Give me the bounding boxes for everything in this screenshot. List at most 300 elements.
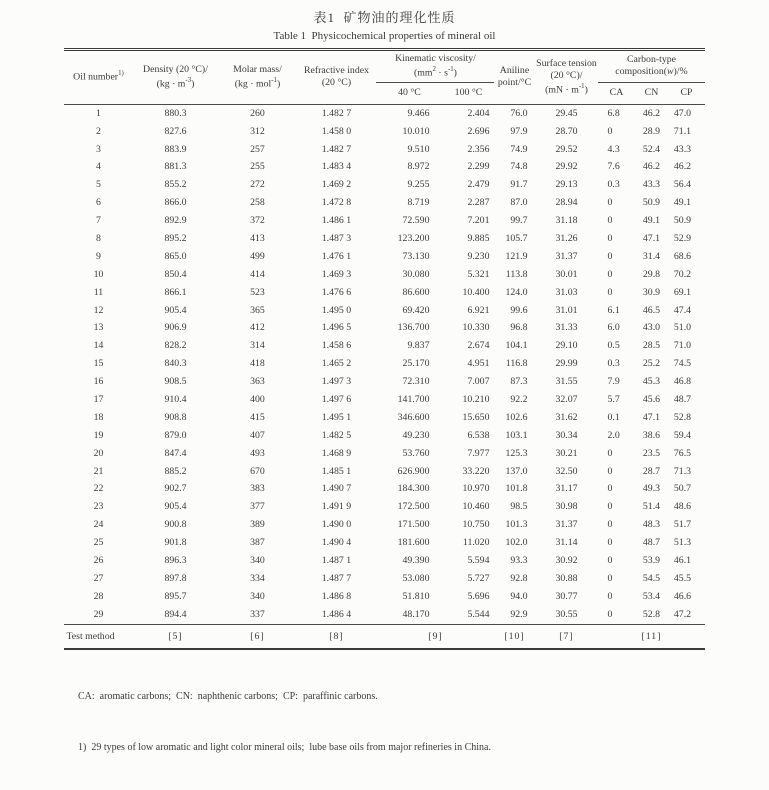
table-cell: 897.8 bbox=[164, 572, 187, 584]
table-cell: 1.495 1 bbox=[321, 411, 352, 423]
table-cell: 257 bbox=[250, 143, 265, 155]
table-cell: 93.3 bbox=[510, 555, 528, 567]
table-cell: 10.970 bbox=[462, 483, 490, 495]
table-cell: 31.26 bbox=[555, 233, 578, 245]
table-cell: 0 bbox=[607, 286, 613, 298]
table-cell: 9.837 bbox=[407, 340, 430, 352]
table-cell: 48.6 bbox=[673, 501, 692, 513]
table-cell: 2.356 bbox=[467, 143, 490, 155]
table-cell: 10.460 bbox=[462, 501, 490, 513]
table-cell: 31.55 bbox=[555, 376, 578, 388]
table-cell: 30.92 bbox=[555, 555, 578, 567]
table-cell: 32.07 bbox=[555, 394, 578, 406]
table-cell: 30.98 bbox=[555, 501, 578, 513]
col-header-density: Density (20 °C)/ $(kg \cdot m^{-3})$ bbox=[143, 64, 208, 89]
table-cell: 124.0 bbox=[505, 286, 528, 298]
table-cell: 46.5 bbox=[642, 304, 661, 316]
table-cell: 47.2 bbox=[673, 608, 692, 620]
table-cell: 670 bbox=[250, 465, 265, 477]
table-cell: 7.9 bbox=[607, 376, 620, 388]
table-cell: 47.1 bbox=[642, 411, 661, 423]
table-cell: 51.7 bbox=[673, 519, 692, 531]
col-header-aniline-point: Aniline point/°C bbox=[497, 64, 532, 89]
table-cell: 29.8 bbox=[642, 268, 661, 280]
table-cell: 53.080 bbox=[402, 572, 430, 584]
table-cell: 626.900 bbox=[397, 465, 430, 477]
table-row bbox=[64, 606, 704, 624]
table-cell: 418 bbox=[250, 358, 265, 370]
table-cell: 96.8 bbox=[510, 322, 528, 334]
table-cell: 7.007 bbox=[467, 376, 490, 388]
table-cell: 73.130 bbox=[402, 250, 430, 262]
table-cell: 885.2 bbox=[164, 465, 187, 477]
table-cell: 87.3 bbox=[510, 376, 528, 388]
table-cell: 523 bbox=[250, 286, 265, 298]
table-cell: 29.92 bbox=[555, 161, 578, 173]
table-cell: 5.7 bbox=[607, 394, 620, 406]
table-cell: 45.6 bbox=[642, 394, 661, 406]
table-cell: 52.8 bbox=[642, 608, 661, 620]
test-method-surface-tension: [7] bbox=[534, 624, 598, 649]
table-cell: 10.010 bbox=[402, 125, 430, 137]
table-cell: 71.1 bbox=[673, 125, 692, 137]
table-cell: 20 bbox=[93, 447, 104, 459]
table-cell: 25.2 bbox=[642, 358, 661, 370]
table-cell: 5.594 bbox=[467, 555, 490, 567]
table-row bbox=[64, 534, 704, 552]
table-title-english: Table 1 Physicochemical properties of mineral oil bbox=[273, 30, 496, 42]
table-cell: 0.3 bbox=[607, 179, 620, 191]
table-cell: 5.696 bbox=[467, 590, 490, 602]
table-cell: 260 bbox=[250, 107, 265, 119]
table-cell: 6.8 bbox=[607, 107, 620, 119]
test-method-carbon-type: [11] bbox=[598, 624, 704, 649]
table-cell: 337 bbox=[250, 608, 265, 620]
table-cell: 2.479 bbox=[467, 179, 490, 191]
table-cell: 7 bbox=[96, 215, 101, 227]
table-cell: 48.170 bbox=[402, 608, 430, 620]
table-cell: 92.2 bbox=[510, 394, 528, 406]
table-cell: 11.020 bbox=[462, 537, 490, 549]
table-row bbox=[64, 284, 704, 302]
table-cell: 1.486 4 bbox=[321, 608, 352, 620]
table-cell: 94.0 bbox=[510, 590, 528, 602]
table-row bbox=[64, 212, 704, 230]
table-cell: 827.6 bbox=[164, 125, 187, 137]
table-cell: 883.9 bbox=[164, 143, 187, 155]
col-header-oil-number: Oil number$^{1)}$ bbox=[73, 70, 124, 83]
table-cell: 50.9 bbox=[673, 215, 692, 227]
table-cell: 0 bbox=[607, 447, 613, 459]
table-row bbox=[64, 176, 704, 194]
table-cell: 31.37 bbox=[555, 519, 578, 531]
subcol-header-viscosity-100c: 100 °C bbox=[454, 86, 483, 98]
table-cell: 98.5 bbox=[510, 501, 528, 513]
col-header-kinematic-viscosity: Kinematic viscosity/ $(mm^2 \cdot s^{-1})$ bbox=[376, 50, 494, 83]
table-cell: 32.50 bbox=[555, 465, 578, 477]
table-cell: 8.719 bbox=[407, 197, 430, 209]
table-cell: 2.299 bbox=[467, 161, 490, 173]
table-cell: 840.3 bbox=[164, 358, 187, 370]
table-cell: 116.8 bbox=[505, 358, 528, 370]
table-cell: 1.490 4 bbox=[321, 537, 352, 549]
table-row bbox=[64, 588, 704, 606]
table-cell: 1.468 9 bbox=[321, 447, 352, 459]
table-row bbox=[64, 409, 704, 427]
table-cell: 29.52 bbox=[555, 143, 578, 155]
table-cell: 49.390 bbox=[402, 555, 430, 567]
table-cell: 48.7 bbox=[642, 537, 661, 549]
table-cell: 6.921 bbox=[467, 304, 490, 316]
table-row bbox=[64, 141, 704, 159]
table-cell: 9.255 bbox=[407, 179, 430, 191]
table-row bbox=[64, 570, 704, 588]
table-cell: 3 bbox=[96, 143, 101, 155]
table-cell: 1.458 0 bbox=[321, 125, 352, 137]
table-cell: 865.0 bbox=[164, 250, 187, 262]
table-cell: 9.230 bbox=[467, 250, 490, 262]
table-cell: 52.9 bbox=[673, 233, 692, 245]
table-cell: 51.4 bbox=[642, 501, 661, 513]
table-cell: 1.491 9 bbox=[321, 501, 352, 513]
table-cell: 53.760 bbox=[402, 447, 430, 459]
table-cell: 46.2 bbox=[673, 161, 692, 173]
table-row bbox=[64, 498, 704, 516]
table-cell: 91.7 bbox=[510, 179, 528, 191]
table-cell: 123.200 bbox=[397, 233, 430, 245]
table-cell: 905.4 bbox=[164, 501, 187, 513]
table-cell: 908.8 bbox=[164, 411, 187, 423]
table-cell: 340 bbox=[250, 555, 265, 567]
table-cell: 43.0 bbox=[642, 322, 661, 334]
table-cell: 5.321 bbox=[467, 268, 490, 280]
table-cell: 334 bbox=[250, 572, 265, 584]
table-row bbox=[64, 302, 704, 320]
table-cell: 7.6 bbox=[607, 161, 620, 173]
table-cell: 0 bbox=[607, 519, 613, 531]
table-cell: 8.972 bbox=[407, 161, 430, 173]
table-cell: 906.9 bbox=[164, 322, 187, 334]
table-cell: 28.94 bbox=[555, 197, 578, 209]
table-cell: 902.7 bbox=[164, 483, 187, 495]
footnotes bbox=[78, 656, 769, 790]
table-cell: 28.9 bbox=[642, 125, 661, 137]
table-cell: 22 bbox=[93, 483, 104, 495]
table-row bbox=[64, 516, 704, 534]
table-cell: 0 bbox=[607, 233, 613, 245]
table-cell: 45.5 bbox=[673, 572, 692, 584]
table-cell: 49.230 bbox=[402, 429, 430, 441]
table-cell: 493 bbox=[250, 447, 265, 459]
table-cell: 31.62 bbox=[555, 411, 578, 423]
table-cell: 5.544 bbox=[467, 608, 490, 620]
table-header bbox=[64, 50, 704, 105]
table-cell: 1.497 3 bbox=[321, 376, 352, 388]
table-cell: 407 bbox=[250, 429, 265, 441]
table-cell: 6.1 bbox=[607, 304, 620, 316]
table-cell: 828.2 bbox=[164, 340, 187, 352]
table-row bbox=[64, 355, 704, 373]
table-cell: 1.487 3 bbox=[321, 233, 352, 245]
table-cell: 1 bbox=[96, 107, 101, 119]
table-cell: 30.01 bbox=[555, 268, 578, 280]
table-cell: 0 bbox=[607, 501, 613, 513]
table-cell: 184.300 bbox=[397, 483, 430, 495]
table-cell: 855.2 bbox=[164, 179, 187, 191]
table-cell: 365 bbox=[250, 304, 265, 316]
test-method-viscosity: [9] bbox=[376, 624, 494, 649]
table-cell: 70.2 bbox=[673, 268, 692, 280]
col-header-surface-tension: Surface tension (20 °C)/ $(mN \cdot m^{-1})$ bbox=[536, 57, 597, 96]
table-cell: 137.0 bbox=[505, 465, 528, 477]
table-footer bbox=[64, 624, 704, 649]
table-cell: 1.490 0 bbox=[321, 519, 352, 531]
col-header-molar-mass: Molar mass/ (kg · mol$^{-1}$) bbox=[233, 64, 282, 89]
table-cell: 499 bbox=[250, 250, 265, 262]
table-cell: 0 bbox=[607, 250, 613, 262]
table-cell: 31.01 bbox=[555, 304, 578, 316]
table-cell: 850.4 bbox=[164, 268, 187, 280]
table-cell: 1.476 1 bbox=[321, 250, 352, 262]
table-cell: 25 bbox=[93, 537, 104, 549]
table-cell: 0.3 bbox=[607, 358, 620, 370]
table-cell: 0 bbox=[607, 268, 613, 280]
table-cell: 76.0 bbox=[510, 107, 528, 119]
table-cell: 2.696 bbox=[467, 125, 490, 137]
table-cell: 99.6 bbox=[510, 304, 528, 316]
table-cell: 29.99 bbox=[555, 358, 578, 370]
table-cell: 59.4 bbox=[673, 429, 692, 441]
table-cell: 5.727 bbox=[467, 572, 490, 584]
table-cell: 72.590 bbox=[402, 215, 430, 227]
table-cell: 71.0 bbox=[673, 340, 692, 352]
table-cell: 901.8 bbox=[164, 537, 187, 549]
table-cell: 125.3 bbox=[505, 447, 528, 459]
table-cell: 363 bbox=[250, 376, 265, 388]
table-cell: 24 bbox=[93, 519, 104, 531]
table-cell: 29.13 bbox=[555, 179, 578, 191]
table-cell: 2.674 bbox=[467, 340, 490, 352]
table-cell: 28.7 bbox=[642, 465, 661, 477]
test-method-aniline-point: [10] bbox=[494, 624, 534, 649]
table-row bbox=[64, 373, 704, 391]
table-cell: 30.21 bbox=[555, 447, 578, 459]
table-cell: 1.469 3 bbox=[321, 268, 352, 280]
table-cell: 412 bbox=[250, 322, 265, 334]
table-cell: 47.0 bbox=[673, 107, 692, 119]
test-method-label: Test method bbox=[64, 624, 132, 649]
table-cell: 847.4 bbox=[164, 447, 187, 459]
mineral-oil-properties-table bbox=[64, 48, 704, 650]
table-row bbox=[64, 104, 704, 122]
table-cell: 1.482 7 bbox=[321, 143, 352, 155]
table-cell: 2.287 bbox=[467, 197, 490, 209]
table-cell: 31.17 bbox=[555, 483, 578, 495]
table-cell: 101.3 bbox=[505, 519, 528, 531]
table-cell: 51.3 bbox=[673, 537, 692, 549]
table-cell: 383 bbox=[250, 483, 265, 495]
table-cell: 43.3 bbox=[673, 143, 692, 155]
table-cell: 900.8 bbox=[164, 519, 187, 531]
table-row bbox=[64, 123, 704, 141]
table-cell: 4.3 bbox=[607, 143, 620, 155]
table-cell: 314 bbox=[250, 340, 265, 352]
table-cell: 48.7 bbox=[673, 394, 692, 406]
table-cell: 8 bbox=[96, 233, 101, 245]
table-cell: 340 bbox=[250, 590, 265, 602]
table-cell: 1.485 1 bbox=[321, 465, 352, 477]
table-cell: 1.495 0 bbox=[321, 304, 352, 316]
table-cell: 415 bbox=[250, 411, 265, 423]
table-cell: 43.3 bbox=[642, 179, 661, 191]
table-cell: 9.466 bbox=[407, 107, 430, 119]
table-cell: 895.2 bbox=[164, 233, 187, 245]
table-cell: 4.951 bbox=[467, 358, 490, 370]
table-cell: 47.1 bbox=[642, 233, 661, 245]
table-cell: 104.1 bbox=[505, 340, 528, 352]
subcol-header-ca: CA bbox=[609, 86, 624, 98]
table-cell: 50.9 bbox=[642, 197, 661, 209]
table-cell: 102.0 bbox=[505, 537, 528, 549]
table-cell: 56.4 bbox=[673, 179, 692, 191]
table-cell: 414 bbox=[250, 268, 265, 280]
table-cell: 46.2 bbox=[642, 107, 661, 119]
table-cell: 389 bbox=[250, 519, 265, 531]
table-cell: 30.77 bbox=[555, 590, 578, 602]
table-cell: 46.1 bbox=[673, 555, 692, 567]
table-row bbox=[64, 319, 704, 337]
table-cell: 181.600 bbox=[397, 537, 430, 549]
table-cell: 255 bbox=[250, 161, 265, 173]
table-cell: 102.6 bbox=[505, 411, 528, 423]
table-cell: 21 bbox=[93, 465, 104, 477]
table-cell: 892.9 bbox=[164, 215, 187, 227]
table-cell: 9 bbox=[96, 250, 101, 262]
table-row bbox=[64, 194, 704, 212]
col-header-refractive-index: Refractive index (20 °C) bbox=[303, 64, 369, 89]
table-cell: 31.33 bbox=[555, 322, 578, 334]
table-cell: 910.4 bbox=[164, 394, 187, 406]
table-cell: 10 bbox=[93, 268, 104, 280]
table-cell: 30.88 bbox=[555, 572, 578, 584]
table-cell: 33.220 bbox=[462, 465, 490, 477]
table-row bbox=[64, 230, 704, 248]
table-cell: 46.8 bbox=[673, 376, 692, 388]
table-cell: 1.472 8 bbox=[321, 197, 352, 209]
table-cell: 69.420 bbox=[402, 304, 430, 316]
table-cell: 45.3 bbox=[642, 376, 661, 388]
table-cell: 31.18 bbox=[555, 215, 578, 227]
table-cell: 19 bbox=[93, 429, 104, 441]
table-cell: 46.2 bbox=[642, 161, 661, 173]
table-row bbox=[64, 391, 704, 409]
table-cell: 74.8 bbox=[510, 161, 528, 173]
table-cell: 894.4 bbox=[164, 608, 187, 620]
table-cell: 0 bbox=[607, 215, 613, 227]
table-cell: 68.6 bbox=[673, 250, 692, 262]
table-cell: 46.6 bbox=[673, 590, 692, 602]
table-cell: 99.7 bbox=[510, 215, 528, 227]
table-cell: 23 bbox=[93, 501, 104, 513]
table-cell: 17 bbox=[93, 394, 104, 406]
table-cell: 31.14 bbox=[555, 537, 578, 549]
test-method-refractive-index: [8] bbox=[296, 624, 376, 649]
table-cell: 25.170 bbox=[402, 358, 430, 370]
table-cell: 86.600 bbox=[402, 286, 430, 298]
col-header-carbon-type-composition: Carbon-type composition(w)/% bbox=[598, 50, 704, 83]
table-cell: 0.1 bbox=[607, 411, 620, 423]
table-cell: 74.5 bbox=[673, 358, 692, 370]
table-cell: 51.810 bbox=[402, 590, 430, 602]
table-row bbox=[64, 552, 704, 570]
table-cell: 28 bbox=[93, 590, 104, 602]
table-row bbox=[64, 337, 704, 355]
table-cell: 38.6 bbox=[642, 429, 661, 441]
table-cell: 92.8 bbox=[510, 572, 528, 584]
table-cell: 10.750 bbox=[462, 519, 490, 531]
test-method-density: [5] bbox=[132, 624, 218, 649]
table-cell: 6.538 bbox=[467, 429, 490, 441]
table-cell: 413 bbox=[250, 233, 265, 245]
table-cell: 0 bbox=[607, 125, 613, 137]
table-cell: 29.10 bbox=[555, 340, 578, 352]
table-cell: 4 bbox=[96, 161, 101, 173]
table-cell: 1.465 2 bbox=[321, 358, 352, 370]
table-cell: 908.5 bbox=[164, 376, 187, 388]
table-cell: 71.3 bbox=[673, 465, 692, 477]
table-cell: 31.4 bbox=[642, 250, 661, 262]
table-cell: 74.9 bbox=[510, 143, 528, 155]
table-cell: 1.487 7 bbox=[321, 572, 352, 584]
table-cell: 15 bbox=[93, 358, 104, 370]
table-cell: 171.500 bbox=[397, 519, 430, 531]
table-cell: 1.497 6 bbox=[321, 394, 352, 406]
table-cell: 103.1 bbox=[505, 429, 528, 441]
table-cell: 1.490 7 bbox=[321, 483, 352, 495]
table-cell: 27 bbox=[93, 572, 104, 584]
table-cell: 1.486 1 bbox=[321, 215, 352, 227]
table-cell: 113.8 bbox=[505, 268, 528, 280]
table-cell: 387 bbox=[250, 537, 265, 549]
table-cell: 1.458 6 bbox=[321, 340, 352, 352]
table-cell: 30.34 bbox=[555, 429, 578, 441]
table-cell: 31.03 bbox=[555, 286, 578, 298]
table-cell: 28.70 bbox=[555, 125, 578, 137]
table-cell: 2.404 bbox=[467, 107, 490, 119]
footnote-sample-description: 1) 29 types of low aromatic and light color mineral oils; lube base oils from major refineries in China. bbox=[78, 741, 491, 753]
table-cell: 10.330 bbox=[462, 322, 490, 334]
table-cell: 2 bbox=[96, 125, 101, 137]
table-cell: 7.977 bbox=[467, 447, 490, 459]
subcol-header-cp: CP bbox=[680, 86, 693, 98]
table-cell: 13 bbox=[93, 322, 104, 334]
table-cell: 905.4 bbox=[164, 304, 187, 316]
table-cell: 896.3 bbox=[164, 555, 187, 567]
table-row bbox=[64, 266, 704, 284]
table-cell: 53.4 bbox=[642, 590, 661, 602]
table-cell: 18 bbox=[93, 411, 104, 423]
table-cell: 72.310 bbox=[402, 376, 430, 388]
table-row bbox=[64, 248, 704, 266]
table-cell: 0 bbox=[607, 555, 613, 567]
table-cell: 49.3 bbox=[642, 483, 661, 495]
table-cell: 31.37 bbox=[555, 250, 578, 262]
table-cell: 105.7 bbox=[505, 233, 528, 245]
table-cell: 880.3 bbox=[164, 107, 187, 119]
table-cell: 879.0 bbox=[164, 429, 187, 441]
table-cell: 30.080 bbox=[402, 268, 430, 280]
footnote-abbreviations: CA: aromatic carbons; CN: naphthenic carbons; CP: paraffinic carbons. bbox=[78, 691, 378, 703]
